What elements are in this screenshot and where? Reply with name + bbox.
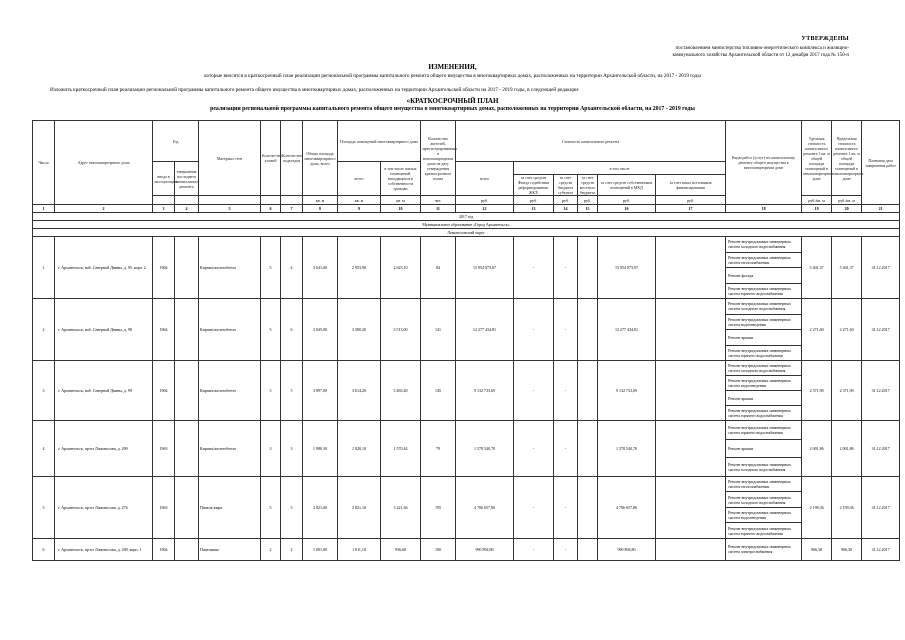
row-entrances: 5: [281, 476, 303, 538]
row-premises-area: 1 011,10: [338, 538, 381, 560]
column-number: 10: [381, 205, 421, 213]
column-number: 18: [726, 205, 802, 213]
unit-cell: чел.: [421, 196, 456, 205]
row-cost-other: [656, 361, 726, 421]
row-premises-area: 3 580,20: [338, 299, 381, 361]
row-year-built: 1964: [153, 299, 175, 361]
unit-cell: [261, 196, 281, 205]
column-number: 6: [261, 205, 281, 213]
row-work-type: Ремонт внутридомовых инженерных систем водоотведения: [726, 376, 802, 391]
header-address: Адрес многоквартирного дома: [55, 121, 153, 205]
row-address: г. Архангельск, пр-кт Ломоносова, д. 290: [55, 421, 153, 477]
unit-cell: руб.: [514, 196, 554, 205]
column-number: 3: [153, 205, 175, 213]
row-year-built: 1964: [153, 237, 175, 299]
table-row: [33, 476, 900, 492]
row-total-area: 3 897,00: [303, 361, 338, 421]
row-cost-region: -: [554, 476, 578, 538]
row-deadline: 31.12.2017: [862, 538, 900, 560]
row-premises-area: 3 614,20: [338, 361, 381, 421]
header-floors: Количество этажей: [261, 121, 281, 196]
row-entrances: 2: [281, 538, 303, 560]
row-wall-material: Кирпич/железобетон: [199, 421, 261, 477]
unit-cell: кв. м: [338, 196, 381, 205]
column-number: 7: [281, 205, 303, 213]
column-number: 2: [55, 205, 153, 213]
row-deadline: 31.12.2017: [862, 476, 900, 538]
row-unit-cost: 5 401,37: [802, 237, 832, 299]
plan-table-body: [33, 205, 900, 561]
header-limit-cost: Предельная стоимость капитального ремонта 1 кв. м общей площади помещений в многоквартирном доме: [832, 121, 862, 196]
changes-title: ИЗМЕНЕНИЯ,: [428, 63, 477, 71]
row-year-repair: [175, 299, 199, 361]
row-cost-total: 990 894,80: [456, 538, 514, 560]
row-cost-region: -: [554, 299, 578, 361]
table-row: [33, 361, 900, 376]
header-premises-total: всего: [338, 162, 381, 196]
row-unit-cost: 2 001,86: [802, 421, 832, 477]
row-floors: 5: [261, 237, 281, 299]
header-cost-fund: за счет средств Фонда содействия реформированию ЖКХ: [514, 175, 554, 196]
unit-cell: руб.: [456, 196, 514, 205]
row-cost-local: [578, 237, 598, 299]
column-number: 17: [656, 205, 726, 213]
column-number: 11: [421, 205, 456, 213]
row-cost-total: 1 578 540,70: [456, 421, 514, 477]
row-work-type: Ремонт крыши: [726, 391, 802, 406]
header-cost-region: за счет средств бюджета субъекта: [554, 175, 578, 196]
header-year-repair: завершения последнего капитального ремонта: [175, 162, 199, 196]
unit-cell: руб.: [578, 196, 598, 205]
row-address: г. Архангельск, наб. Северной Двины, д. 95, корп. 2: [55, 237, 153, 299]
row-year-repair: [175, 538, 199, 560]
row-cost-other: [656, 476, 726, 538]
row-year-repair: [175, 361, 199, 421]
row-residential-area: 2 623,10: [381, 237, 421, 299]
row-work-type: Ремонт внутридомовых инженерных систем горячего водоснабжения: [726, 421, 802, 440]
row-limit-cost: 2 371,90: [832, 361, 862, 421]
row-address: г. Архангельск, наб. Северной Двины, д. 99: [55, 361, 153, 421]
row-floors: 5: [261, 299, 281, 361]
row-unit-cost: 2 199,36: [802, 476, 832, 538]
row-cost-local: [578, 361, 598, 421]
row-cost-total: 15 954 973,97: [456, 237, 514, 299]
row-cost-other: [656, 299, 726, 361]
plan-table: [32, 120, 900, 561]
row-residents: 195: [421, 476, 456, 538]
row-number: 4: [33, 421, 55, 477]
row-cost-region: -: [554, 538, 578, 560]
row-limit-cost: 5 401,37: [832, 237, 862, 299]
row-total-area: 3 845,00: [303, 299, 338, 361]
band-year: 2017 год: [33, 213, 900, 221]
row-residents: 79: [421, 421, 456, 477]
column-number: 21: [862, 205, 900, 213]
row-address: г. Архангельск, наб. Северной Двины, д. 98: [55, 299, 153, 361]
table-row: [33, 421, 900, 440]
row-total-area: 3 821,00: [303, 476, 338, 538]
row-wall-material: Кирпич/железобетон: [199, 237, 261, 299]
row-deadline: 31.12.2017: [862, 237, 900, 299]
header-year: Год: [153, 121, 199, 162]
row-year-built: 1964: [153, 538, 175, 560]
approval-heading: УТВЕРЖДЕНЫ: [801, 36, 849, 42]
header-wall: Материал стен: [199, 121, 261, 196]
row-work-type: Ремонт внутридомовых инженерных систем горячего водоснабжения: [726, 406, 802, 421]
unit-cell: кв. м: [381, 196, 421, 205]
row-year-repair: [175, 237, 199, 299]
plan-title: «КРАТКОСРОЧНЫЙ ПЛАН: [406, 97, 499, 105]
row-work-type: Ремонт внутридомовых инженерных систем горячего водоснабжения: [726, 523, 802, 539]
unit-cell: [175, 196, 199, 205]
header-year-built: ввода в эксплуатацию: [153, 162, 175, 196]
column-number: 19: [802, 205, 832, 213]
row-work-type: Ремонт внутридомовых инженерных систем теплоснабжения: [726, 252, 802, 268]
row-limit-cost: 2 001,86: [832, 421, 862, 477]
row-residents: 100: [421, 538, 456, 560]
row-work-type: Ремонт внутридомовых инженерных систем водоотведения: [726, 314, 802, 330]
row-residential-area: 936,60: [381, 538, 421, 560]
row-cost-local: [578, 538, 598, 560]
row-year-repair: [175, 421, 199, 477]
header-cost-total: всего: [456, 162, 514, 196]
unit-cell: руб.: [598, 196, 656, 205]
row-cost-owners: 12 277 434,81: [598, 299, 656, 361]
header-cost-owners: за счет средств собственников помещений в МКД: [598, 175, 656, 196]
changes-subtitle: которые вносятся в краткосрочный план реализации региональной программы капитального ремонта общего имущества в многоквартирных домах, расположенных на территории Архангельской области, на 2017 - 2019 годы: [204, 73, 701, 79]
row-residents: 145: [421, 361, 456, 421]
row-work-type: Ремонт крыши: [726, 439, 802, 458]
column-number: 8: [303, 205, 338, 213]
row-work-type: Ремонт внутридомовых инженерных систем холодного водоснабжения: [726, 361, 802, 376]
row-deadline: 31.12.2017: [862, 421, 900, 477]
row-address: г. Архангельск, пр-кт Ломоносова, д. 276: [55, 476, 153, 538]
column-number: 14: [554, 205, 578, 213]
row-premises-area: 2 953,90: [338, 237, 381, 299]
unit-cell: [199, 196, 261, 205]
column-number: 5: [199, 205, 261, 213]
header-cost-other: за счет иных источников финансирования: [656, 175, 726, 196]
row-cost-region: -: [554, 361, 578, 421]
row-number: 6: [33, 538, 55, 560]
row-unit-cost: 2 271,60: [802, 299, 832, 361]
table-row: [33, 538, 900, 560]
row-cost-local: [578, 476, 598, 538]
unit-cell: руб./кв. м: [832, 196, 862, 205]
row-premises-area: 3 821,10: [338, 476, 381, 538]
row-residential-area: 3 513,00: [381, 299, 421, 361]
row-wall-material: Кирпич/железобетон: [199, 299, 261, 361]
row-limit-cost: 2 199,36: [832, 476, 862, 538]
intro-text: Изложить краткосрочный план реализации региональной программы капитального ремонта общего имущества в многоквартирных домах, расположенных на территории Архангельской области на 2017 - 2019 годы, в следующей редакции:: [50, 87, 580, 93]
unit-cell: [281, 196, 303, 205]
header-unit-cost: Удельная стоимость капитального ремонта 1 кв. м общей площади помещений в многоквартирном доме: [802, 121, 832, 196]
row-cost-owners: 1 578 540,70: [598, 421, 656, 477]
column-number: 4: [175, 205, 199, 213]
row-wall-material: Панель-кирп.: [199, 476, 261, 538]
row-work-type: Ремонт крыши: [726, 330, 802, 346]
row-cost-total: 12 277 434,81: [456, 299, 514, 361]
header-total-area: Общая площадь многоквартирного дома, всего: [303, 121, 338, 196]
row-entrances: 6: [281, 299, 303, 361]
row-cost-total: 4 706 657,86: [456, 476, 514, 538]
row-cost-fund: -: [514, 237, 554, 299]
unit-cell: кв. м: [303, 196, 338, 205]
row-wall-material: Кирпич/железобетон: [199, 361, 261, 421]
row-floors: 3: [261, 421, 281, 477]
row-cost-local: [578, 299, 598, 361]
row-number: 2: [33, 299, 55, 361]
row-work-type: Ремонт внутридомовых инженерных систем холодного водоснабжения: [726, 237, 802, 253]
row-residential-area: 1 570,44: [381, 421, 421, 477]
header-cost: Стоимость капитального ремонта: [456, 121, 726, 162]
row-year-built: 1963: [153, 421, 175, 477]
row-cost-region: -: [554, 421, 578, 477]
row-cost-owners: 9 132 733,69: [598, 361, 656, 421]
row-total-area: 1 001,00: [303, 538, 338, 560]
row-work-type: Ремонт внутридомовых инженерных систем холодного водоснабжения: [726, 458, 802, 477]
row-work-type: Ремонт фасада: [726, 268, 802, 284]
row-number: 1: [33, 237, 55, 299]
row-number: 3: [33, 361, 55, 421]
row-cost-other: [656, 237, 726, 299]
column-number: 9: [338, 205, 381, 213]
row-entrances: 4: [281, 237, 303, 299]
header-cost-local: за счет средств местного бюджета: [578, 175, 598, 196]
row-floors: 5: [261, 361, 281, 421]
row-residential-area: 3 221,36: [381, 476, 421, 538]
plan-subtitle: реализации региональной программы капитального ремонта общего имущества в многоквартирных домах, расположенных на территории Архангельской области, на 2017 - 2019 годы: [210, 106, 695, 112]
approval-line-1: постановлением министерства топливно-энергетического комплекса и жилищно-: [675, 45, 849, 51]
row-work-type: Ремонт внутридомовых инженерных систем горячего водоснабжения: [726, 345, 802, 361]
row-cost-owners: 4 706 657,86: [598, 476, 656, 538]
header-work-types: Виды работ (услуг) по капитальному ремонту общего имущества в многоквартирном доме: [726, 121, 802, 205]
unit-cell: руб./кв. м: [802, 196, 832, 205]
row-cost-other: [656, 538, 726, 560]
row-total-area: 3 641,00: [303, 237, 338, 299]
row-cost-fund: -: [514, 421, 554, 477]
row-residents: 141: [421, 299, 456, 361]
header-premises-area: Площадь помещений многоквартирного дома: [338, 121, 421, 162]
row-work-type: Ремонт внутридомовых инженерных систем электроснабжения: [726, 538, 802, 560]
column-number: 13: [514, 205, 554, 213]
header-cost-incl: в том числе: [514, 162, 726, 175]
band-municipality: Муниципальное образование «Город Архангельск»: [33, 221, 900, 229]
column-number: 16: [598, 205, 656, 213]
unit-cell: [153, 196, 175, 205]
unit-cell: руб.: [656, 196, 726, 205]
row-cost-total: 9 132 733,69: [456, 361, 514, 421]
row-cost-local: [578, 421, 598, 477]
column-number: 1: [33, 205, 55, 213]
row-floors: 5: [261, 476, 281, 538]
row-address: г. Архангельск, пр-кт Ломоносова, д. 209, корп. 1: [55, 538, 153, 560]
header-entrances: Количество подъездов: [281, 121, 303, 196]
row-cost-fund: -: [514, 361, 554, 421]
row-residential-area: 3 465,40: [381, 361, 421, 421]
column-number: 12: [456, 205, 514, 213]
row-work-type: Ремонт внутридомовых инженерных систем холодного водоснабжения: [726, 492, 802, 508]
table-row: [33, 299, 900, 315]
row-year-built: 1964: [153, 361, 175, 421]
header-premises-residential: в том числе жилых помещений, находящихся в собственности граждан: [381, 162, 421, 196]
row-cost-fund: -: [514, 476, 554, 538]
unit-cell: руб.: [554, 196, 578, 205]
row-total-area: 1 980,30: [303, 421, 338, 477]
row-cost-other: [656, 421, 726, 477]
row-number: 5: [33, 476, 55, 538]
row-unit-cost: 2 371,90: [802, 361, 832, 421]
header-deadline: Плановая дата завершения работ: [862, 121, 900, 205]
approval-line-2: коммунального хозяйства Архангельской области от 12 декабря 2017 года № 150-п: [672, 53, 849, 58]
header-residents: Количество жителей, зарегистрированных в многоквартирном доме на дату утверждения краткосрочного плана: [421, 121, 456, 196]
row-year-repair: [175, 476, 199, 538]
row-entrances: 5: [281, 361, 303, 421]
row-work-type: Ремонт внутридомовых инженерных систем холодного водоснабжения: [726, 299, 802, 315]
row-entrances: 3: [281, 421, 303, 477]
row-cost-fund: -: [514, 299, 554, 361]
column-numbers-row: [33, 205, 900, 213]
row-wall-material: Панельные: [199, 538, 261, 560]
row-floors: 2: [261, 538, 281, 560]
row-cost-owners: 15 954 973,97: [598, 237, 656, 299]
row-unit-cost: 966,30: [802, 538, 832, 560]
row-limit-cost: 2 271,60: [832, 299, 862, 361]
table-row: [33, 237, 900, 253]
row-deadline: 31.12.2017: [862, 361, 900, 421]
approval-block: [549, 36, 849, 60]
row-work-type: Ремонт внутридомовых инженерных систем водоотведения: [726, 507, 802, 523]
row-limit-cost: 966,30: [832, 538, 862, 560]
row-work-type: Ремонт внутридомовых инженерных систем теплоснабжения: [726, 476, 802, 492]
header-num: Число: [33, 121, 55, 205]
row-premises-area: 1 820,10: [338, 421, 381, 477]
row-deadline: 31.12.2017: [862, 299, 900, 361]
row-year-built: 1963: [153, 476, 175, 538]
band-district: Ломоносовский округ: [33, 229, 900, 237]
column-number: 20: [832, 205, 862, 213]
row-residents: 84: [421, 237, 456, 299]
row-cost-fund: -: [514, 538, 554, 560]
row-cost-owners: 990 894,80: [598, 538, 656, 560]
row-cost-region: -: [554, 237, 578, 299]
row-work-type: Ремонт внутридомовых инженерных систем горячего водоснабжения: [726, 283, 802, 299]
column-number: 15: [578, 205, 598, 213]
